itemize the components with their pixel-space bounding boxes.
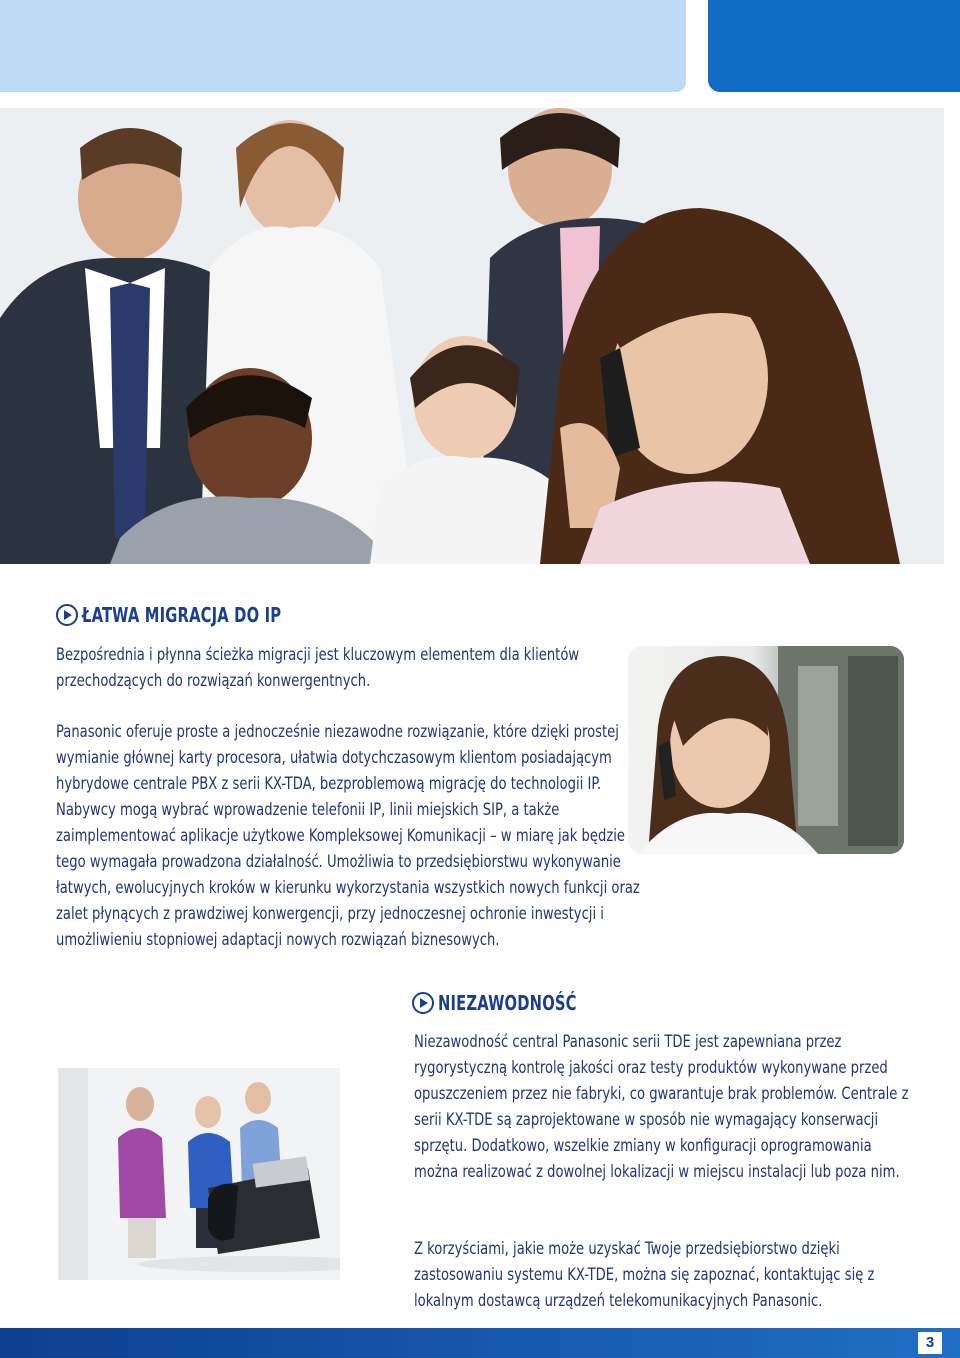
header-band-light <box>0 0 686 92</box>
section-title: NIEZAWODNOŚĆ <box>438 991 577 1015</box>
section-heading-reliability <box>412 991 607 1015</box>
section-heading-migration <box>56 603 325 627</box>
footer-bar <box>0 1328 960 1358</box>
play-arrow-icon <box>412 992 434 1014</box>
page-number: 3 <box>918 1332 942 1354</box>
photo-woman-on-phone <box>628 646 904 854</box>
section-title: ŁATWA MIGRACJA DO IP <box>82 603 282 627</box>
header-band-dark <box>708 0 960 92</box>
reliability-paragraph: Niezawodność central Panasonic serii TDE jest zapewniana przez rygorystyczną kontrolę jakości oraz testy produktów wykonywane przed opuszczeniem przez nie fabryki, co gwarantuje brak problemów. Centrale z serii KX-TDE są zaprojektowane w sposób nie wymagający konserwacji sprzętu. Dodatkowo, wszelkie zmiany w konfiguracji oprogramowania można realizować z dowolnej lokalizacji w miejscu instalacji lub poza nim. <box>414 1032 909 1182</box>
hero-team-photo <box>0 108 944 564</box>
play-arrow-icon <box>56 604 78 626</box>
intro-paragraph: Bezpośrednia i płynna ścieżka migracji jest kluczowym elementem dla klientów przechodzących do rozwiązań konwergentnych. <box>56 645 580 691</box>
contact-paragraph: Z korzyściami, jakie może uzyskać Twoje przedsiębiorstwo dzięki zastosowaniu systemu KX-TDE, można się zapoznać, kontaktując się z lokalnym dostawcą urządzeń telekomunikacyjnych Panasonic. <box>414 1239 875 1311</box>
photo-office-phone <box>58 1068 340 1280</box>
body-paragraph: Panasonic oferuje proste a jednocześnie niezawodne rozwiązanie, które dzięki prostej wymianie głównej karty procesora, ułatwia dotychczasowym klientom posiadającym hybrydowe centrale PBX z serii KX-TDA, bezproblemową migrację do technologii IP. Nabywcy mogą wybrać wprowadzenie telefonii IP, linii miejskich SIP, a także zaimplementować aplikacje użytkowe Kompleksowej Komunikacji – w miarę jak będzie tego wymagała prowadzona działalność. Umożliwia to przedsiębiorstwu wykonywanie łatwych, ewolucyjnych kroków w kierunku wykorzystania wszystkich nowych funkcji oraz zalet płynących z prawdziwej konwergencji, przy jednoczesnej ochronie inwestycji i umożliwieniu stopniowej adaptacji nowych rozwiązań biznesowych. <box>56 722 640 950</box>
